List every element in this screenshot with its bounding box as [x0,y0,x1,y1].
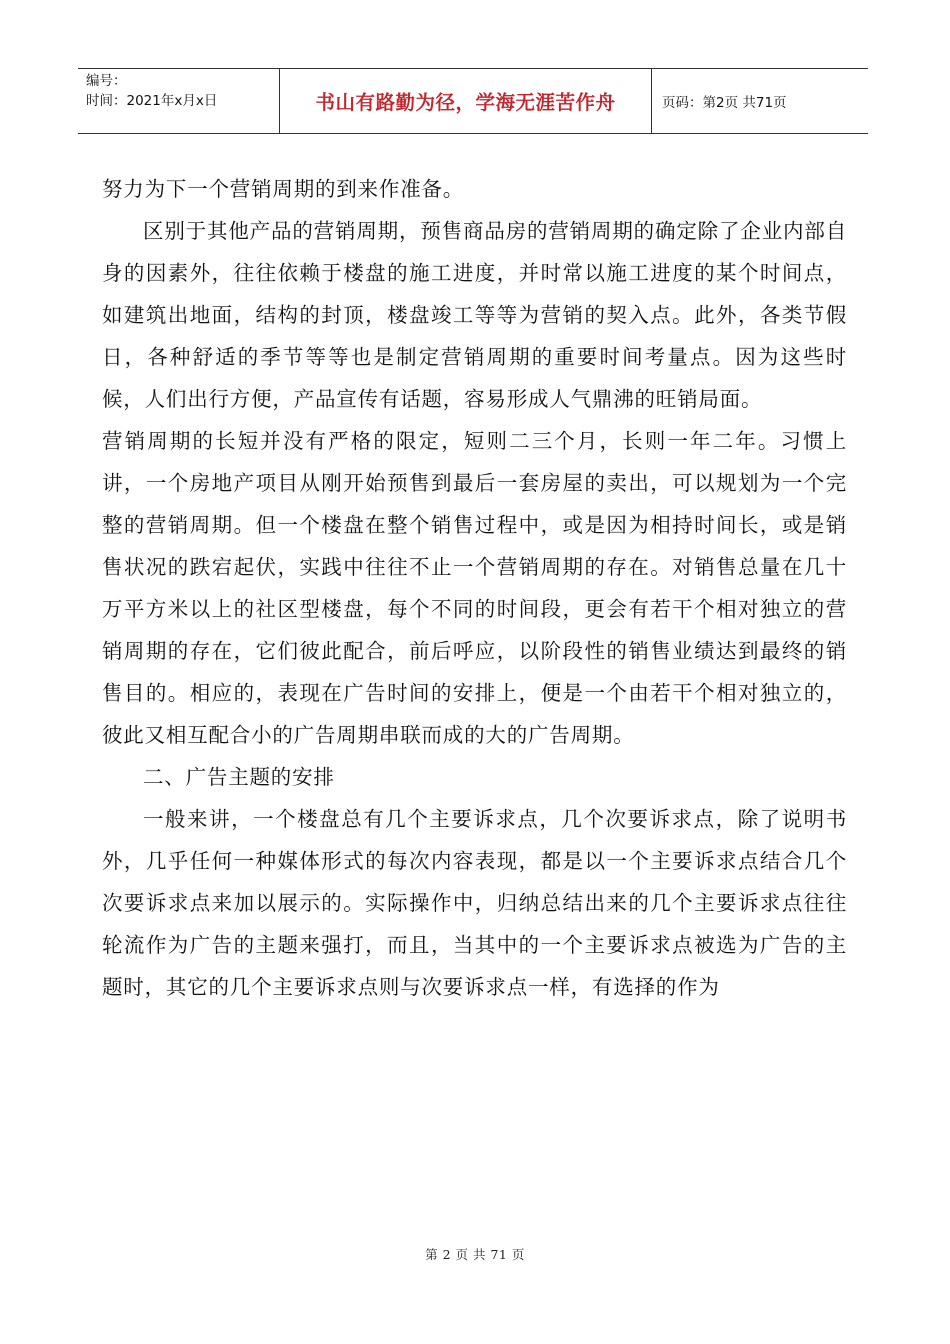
header-meta [78,69,280,133]
document-body [102,168,847,1008]
paragraph-2: 区别于其他产品的营销周期，预售商品房的营销周期的确定除了企业内部自身的因素外，往往依赖于楼盘的施工进度，并时常以施工进度的某个时间点，如建筑出地面，结构的封顶，楼盘竣工等等为营销的契入点。此外，各类节假日，各种舒适的季节等等也是制定营销周期的重要时间考量点。因为这些时候，人们出行方便，产品宣传有话题，容易形成人气鼎沸的旺销局面。 [102,219,847,411]
page-footer: 第 2 页 共 71 页 [425,1247,525,1262]
paragraph-3: 营销周期的长短并没有严格的限定，短则二三个月，长则一年二年。习惯上讲，一个房地产项目从刚开始预售到最后一套房屋的卖出，可以规划为一个完整的营销周期。但一个楼盘在整个销售过程中，或是因为相持时间长，或是销售状况的跌宕起伏，实践中往往不止一个营销周期的存在。对销售总量在几十万平方米以上的社区型楼盘，每个不同的时间段，更会有若干个相对独立的营销周期的存在，它们彼此配合，前后呼应，以阶段性的销售业绩达到最终的销售目的。相应的，表现在广告时间的安排上，便是一个由若干个相对独立的，彼此又相互配合小的广告周期串联而成的大的广告周期。 [102,429,847,747]
section-heading: 二、广告主题的安排 [143,765,335,789]
paragraph-5: 一般来讲，一个楼盘总有几个主要诉求点，几个次要诉求点，除了说明书外，几乎任何一种媒体形式的每次内容表现，都是以一个主要诉求点结合几个次要诉求点来加以展示的。实际操作中，归纳总结出来的几个主要诉求点往往轮流作为广告的主题来强打，而且，当其中的一个主要诉求点被选为广告的主题时，其它的几个主要诉求点则与次要诉求点一样，有选择的作为 [102,807,847,999]
doc-number-label: 编号： [86,73,127,89]
date-label: 时间：2021年x月x日 [86,93,218,109]
paragraph-1: 努力为下一个营销周期的到来作准备。 [102,177,465,201]
header-motto: 书山有路勤为径，学海无涯苦作舟 [280,69,652,133]
header-page-info: 页码：第2页 共71页 [662,95,787,111]
page-header [78,68,868,134]
